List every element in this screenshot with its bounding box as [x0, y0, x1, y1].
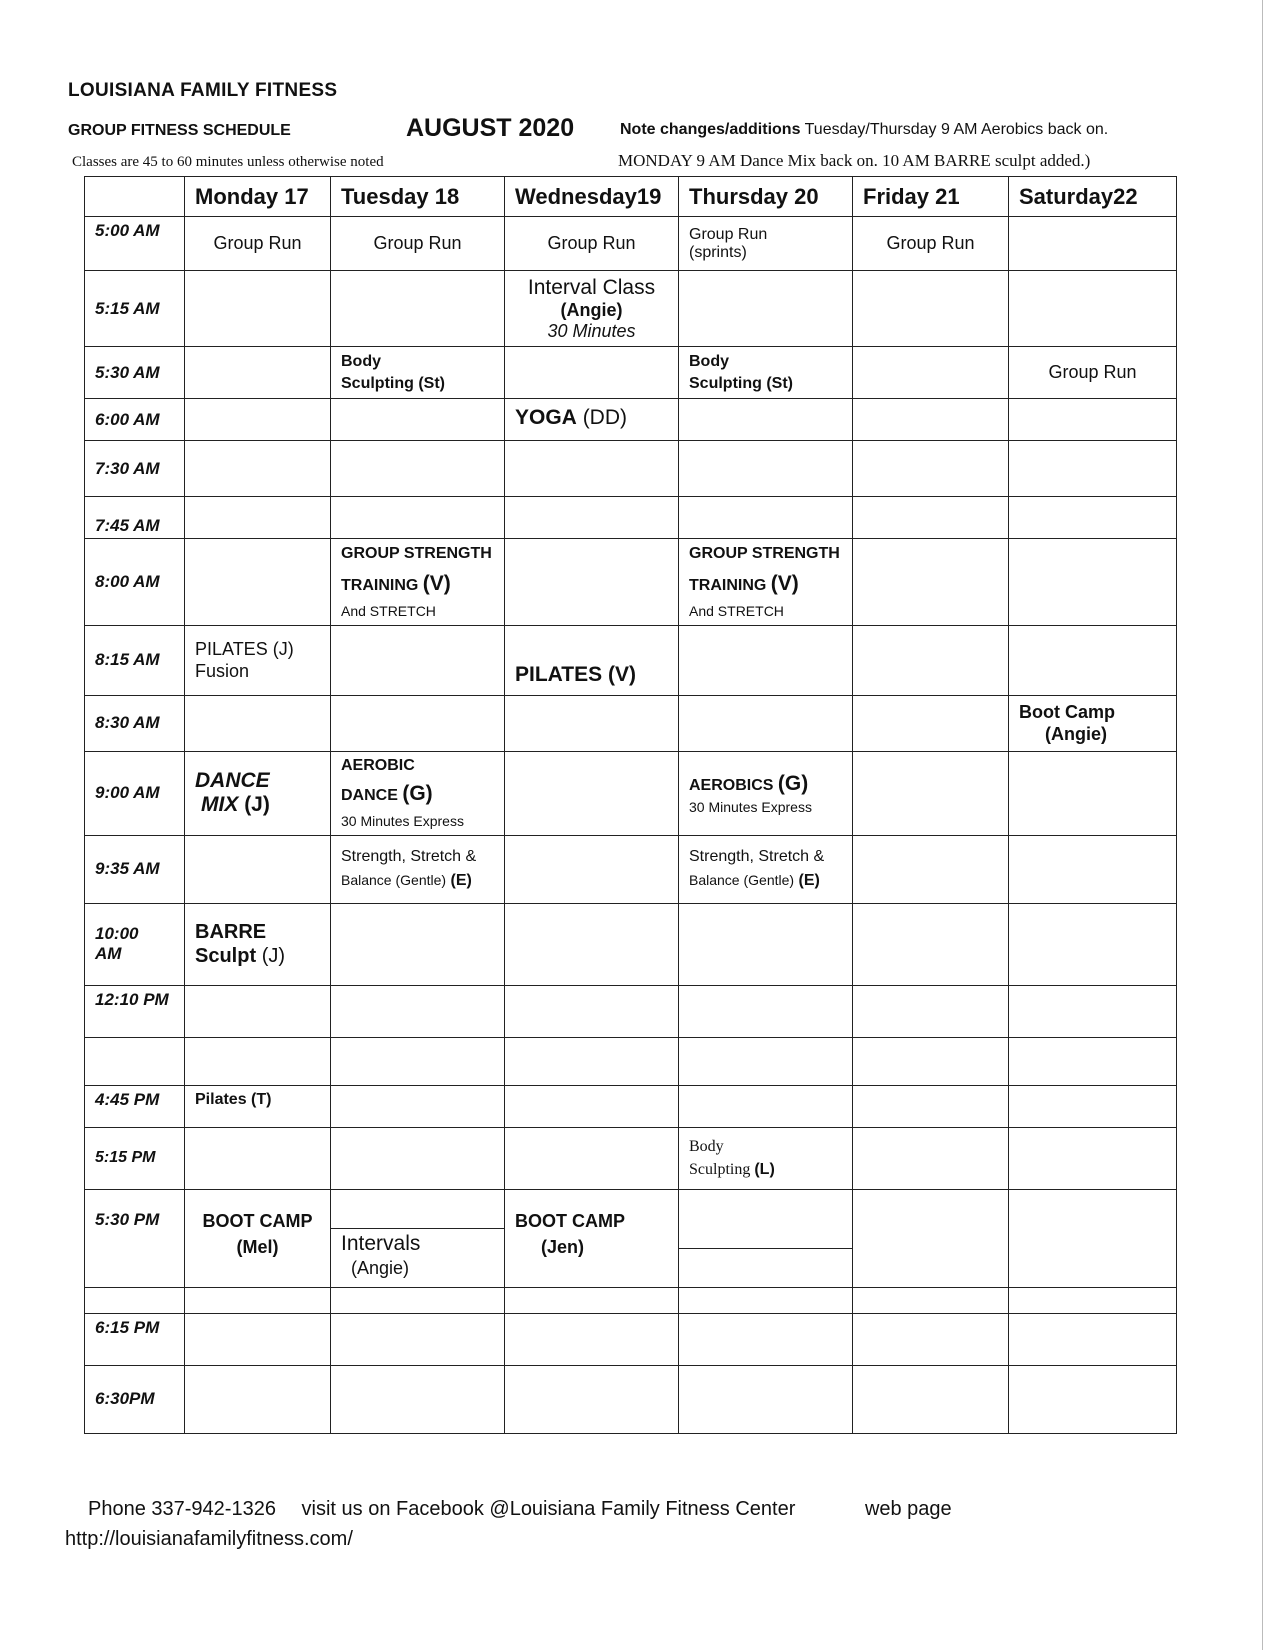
empty-cell [1009, 835, 1177, 903]
empty-cell [505, 1313, 679, 1365]
class-name: Group Run [213, 233, 302, 254]
day-header: Tuesday 18 [331, 177, 505, 217]
row-630pm [85, 1365, 1177, 1433]
row-730am [85, 441, 1177, 497]
time-label: 5:15 PM [85, 1127, 185, 1189]
row-500am [85, 217, 1177, 271]
empty-cell [853, 1037, 1009, 1085]
row-600am [85, 399, 1177, 441]
time-label: 7:30 AM [85, 441, 185, 497]
row-1000am [85, 903, 1177, 985]
empty-cell [505, 903, 679, 985]
empty-cell [1009, 1085, 1177, 1127]
empty-cell [1009, 751, 1177, 835]
empty-cell [1009, 217, 1177, 271]
class-note: (sprints) [689, 243, 747, 261]
class-name: Pilates (T) [195, 1090, 272, 1108]
class-cell [679, 217, 853, 271]
instructor: (Jen) [541, 1236, 585, 1257]
empty-cell [679, 1085, 853, 1127]
class-cell [331, 835, 505, 903]
empty-cell [331, 1287, 505, 1313]
class-name-line-2: Balance (Gentle) [689, 872, 795, 889]
class-cell [185, 1085, 331, 1127]
row-1210pm [85, 985, 1177, 1037]
class-name: PILATES (J) [195, 638, 294, 659]
class-cell [505, 399, 679, 441]
empty-cell [505, 539, 679, 626]
empty-cell [1009, 497, 1177, 539]
empty-cell [331, 497, 505, 539]
class-note: And STRETCH [689, 603, 784, 620]
row-530pm [85, 1189, 1177, 1287]
empty-cell [853, 539, 1009, 626]
class-name: BOOT CAMP [202, 1210, 313, 1231]
instructor: (DD) [582, 406, 628, 430]
empty-cell [1009, 985, 1177, 1037]
empty-cell [185, 497, 331, 539]
empty-cell [1009, 903, 1177, 985]
class-name: DANCE [195, 768, 270, 792]
empty-cell [853, 399, 1009, 441]
class-cell [679, 539, 853, 626]
empty-cell [505, 441, 679, 497]
instructor: (V) [422, 571, 451, 595]
empty-cell [331, 399, 505, 441]
class-name: Strength, Stretch & [689, 848, 825, 866]
empty-cell [679, 1365, 853, 1433]
empty-cell [1009, 441, 1177, 497]
empty-cell [185, 835, 331, 903]
empty-cell [505, 1037, 679, 1085]
instructor: (L) [754, 1161, 775, 1179]
class-name-line-2: DANCE [341, 787, 398, 805]
class-cell [505, 1189, 679, 1287]
scan-edge-line [1262, 0, 1263, 1650]
time-label-line-2: AM [95, 944, 122, 964]
empty-cell [505, 1287, 679, 1313]
empty-cell [853, 497, 1009, 539]
time-label: 12:10 PM [85, 985, 185, 1037]
note-line-2: MONDAY 9 AM Dance Mix back on. 10 AM BARRE sculpt added.) [618, 151, 1091, 170]
class-cell [331, 751, 505, 835]
empty-cell [185, 1127, 331, 1189]
class-cell [185, 1189, 331, 1287]
empty-cell [185, 1037, 331, 1085]
empty-cell [679, 1313, 853, 1365]
empty-cell [853, 695, 1009, 751]
schedule-label: GROUP FITNESS SCHEDULE [68, 122, 291, 139]
empty-cell [185, 1313, 331, 1365]
class-name-line-2: TRAINING [689, 576, 767, 594]
empty-cell [679, 441, 853, 497]
instructor: (J) [244, 793, 270, 817]
empty-cell [853, 271, 1009, 347]
empty-cell [679, 497, 853, 539]
time-label: 5:30 PM [85, 1189, 185, 1287]
instructor: (Angie) [1045, 724, 1107, 745]
empty-cell [679, 1037, 853, 1085]
class-name: Strength, Stretch & [341, 848, 477, 866]
class-name: PILATES (V) [515, 663, 636, 687]
class-duration: 30 Minutes [547, 320, 636, 341]
empty-cell [853, 1365, 1009, 1433]
empty-cell [679, 903, 853, 985]
classes-duration-note: Classes are 45 to 60 minutes unless otherwise noted [72, 154, 384, 170]
empty-cell [331, 1313, 505, 1365]
empty-cell [1009, 625, 1177, 695]
time-label [85, 903, 185, 985]
class-name: BARRE [195, 921, 267, 944]
class-cell [679, 347, 853, 399]
class-name: Group Run [689, 225, 768, 243]
empty-cell [185, 347, 331, 399]
class-name: Group Run [547, 233, 636, 254]
day-header: Friday 21 [853, 177, 1009, 217]
empty-cell [679, 1287, 853, 1313]
row-900am [85, 751, 1177, 835]
empty-cell [185, 985, 331, 1037]
class-cell [331, 217, 505, 271]
day-header: Monday 17 [185, 177, 331, 217]
day-header: Thursday 20 [679, 177, 853, 217]
empty-cell [185, 1287, 331, 1313]
empty-cell [1009, 271, 1177, 347]
class-cell [331, 347, 505, 399]
empty-cell [1009, 539, 1177, 626]
empty-cell [331, 625, 505, 695]
empty-cell [331, 441, 505, 497]
class-cell [505, 625, 679, 695]
class-cell [185, 903, 331, 985]
org-name: LOUISIANA FAMILY FITNESS [68, 80, 338, 101]
footer-phone: Phone 337-942-1326 [88, 1498, 276, 1520]
empty-cell [85, 1037, 185, 1085]
instructor: (Angie) [351, 1257, 410, 1278]
empty-cell [331, 1085, 505, 1127]
class-name: AEROBIC [341, 756, 415, 774]
time-label: 8:15 AM [85, 625, 185, 695]
row-815am [85, 625, 1177, 695]
class-name: Intervals [341, 1231, 421, 1255]
class-name: Body [341, 352, 381, 370]
row-515pm [85, 1127, 1177, 1189]
empty-cell [853, 625, 1009, 695]
instructor: (G) [402, 782, 433, 806]
empty-cell [331, 985, 505, 1037]
class-name-line-2: Sculpting (St) [341, 374, 445, 392]
empty-cell [185, 1365, 331, 1433]
time-label: 6:00 AM [85, 399, 185, 441]
empty-cell [1009, 399, 1177, 441]
empty-cell [679, 271, 853, 347]
class-cell [679, 1127, 853, 1189]
time-label: 4:45 PM [85, 1085, 185, 1127]
day-header: Wednesday19 [505, 177, 679, 217]
row-745am [85, 497, 1177, 539]
empty-cell [185, 271, 331, 347]
empty-cell [853, 1287, 1009, 1313]
class-cell [853, 217, 1009, 271]
empty-cell [505, 1085, 679, 1127]
time-label: 5:30 AM [85, 347, 185, 399]
empty-cell [679, 695, 853, 751]
class-cell [185, 625, 331, 695]
class-name: GROUP STRENGTH [689, 545, 840, 562]
instructor: (Mel) [236, 1236, 279, 1257]
row-blank [85, 1037, 1177, 1085]
empty-cell [1009, 1287, 1177, 1313]
corner-cell [85, 177, 185, 217]
class-note: And STRETCH [341, 603, 436, 620]
class-name: GROUP STRENGTH [341, 545, 492, 562]
empty-cell [853, 1127, 1009, 1189]
empty-cell [679, 625, 853, 695]
class-name: YOGA [515, 406, 577, 430]
class-cell [1009, 695, 1177, 751]
row-830am [85, 695, 1177, 751]
empty-cell [853, 1085, 1009, 1127]
empty-cell [331, 1037, 505, 1085]
class-name: Body [689, 352, 729, 370]
empty-cell [505, 835, 679, 903]
time-label: 6:15 PM [85, 1313, 185, 1365]
note-label: Note changes/additions [620, 121, 801, 138]
footer-web-label: web page [864, 1498, 952, 1520]
row-blank-2 [85, 1287, 1177, 1313]
instructor: (E) [798, 872, 820, 890]
empty-cell [505, 985, 679, 1037]
empty-cell [853, 985, 1009, 1037]
empty-cell [331, 1127, 505, 1189]
day-header: Saturday22 [1009, 177, 1177, 217]
empty-cell [1009, 1365, 1177, 1433]
instructor: (V) [770, 571, 799, 595]
empty-cell [505, 695, 679, 751]
empty-cell [185, 441, 331, 497]
time-label: 6:30PM [85, 1365, 185, 1433]
empty-cell [1009, 1037, 1177, 1085]
row-445pm [85, 1085, 1177, 1127]
empty-cell [505, 1127, 679, 1189]
header-row [85, 177, 1177, 217]
time-label: 8:30 AM [85, 695, 185, 751]
class-duration: 30 Minutes Express [341, 812, 464, 829]
class-duration: 30 Minutes Express [689, 798, 812, 815]
empty-cell [331, 903, 505, 985]
class-name-line-2: Balance (Gentle) [341, 872, 447, 889]
class-cell [331, 1189, 505, 1287]
schedule-month: AUGUST 2020 [406, 114, 575, 142]
instructor: (J) [261, 945, 286, 968]
instructor: (E) [450, 872, 472, 890]
class-cell [505, 271, 679, 347]
row-530am [85, 347, 1177, 399]
time-label: 8:00 AM [85, 539, 185, 626]
class-name: Boot Camp [1019, 701, 1115, 722]
empty-cell [679, 1189, 853, 1287]
empty-cell [185, 695, 331, 751]
empty-cell [1009, 1189, 1177, 1287]
empty-cell [679, 985, 853, 1037]
empty-cell [853, 441, 1009, 497]
empty-cell [331, 695, 505, 751]
class-name-line-2: MIX [201, 793, 239, 817]
empty-cell [85, 1287, 185, 1313]
note-text-1: Tuesday/Thursday 9 AM Aerobics back on. [804, 121, 1109, 138]
class-name: AEROBICS [689, 776, 774, 794]
class-name: Interval Class [527, 275, 656, 299]
class-name: Group Run [373, 233, 462, 254]
class-name: Body [689, 1137, 724, 1155]
class-cell [679, 835, 853, 903]
empty-cell [1009, 1313, 1177, 1365]
footer-contact [88, 1498, 972, 1521]
time-label: 9:00 AM [85, 751, 185, 835]
row-515am [85, 271, 1177, 347]
class-cell [1009, 347, 1177, 399]
note-line-1 [620, 121, 1108, 139]
class-name-line-2: Sculpting (St) [689, 374, 793, 392]
empty-cell [853, 1313, 1009, 1365]
class-cell [505, 217, 679, 271]
class-name: Group Run [1048, 362, 1137, 383]
cell-divider [331, 1190, 504, 1229]
class-name-line-2: Fusion [195, 661, 250, 682]
class-cell [331, 539, 505, 626]
class-cell [185, 217, 331, 271]
empty-cell [331, 271, 505, 347]
time-label: 5:00 AM [85, 217, 185, 271]
empty-cell [505, 347, 679, 399]
row-800am [85, 539, 1177, 626]
empty-cell [853, 835, 1009, 903]
class-name: BOOT CAMP [515, 1210, 625, 1231]
empty-cell [185, 539, 331, 626]
empty-cell [505, 751, 679, 835]
empty-cell [185, 399, 331, 441]
empty-cell [853, 347, 1009, 399]
empty-cell [331, 1365, 505, 1433]
empty-cell [679, 399, 853, 441]
empty-cell [853, 1189, 1009, 1287]
time-label-line-1: 10:00 [95, 924, 139, 944]
class-cell [679, 751, 853, 835]
instructor: (G) [777, 771, 809, 795]
row-615pm [85, 1313, 1177, 1365]
empty-cell [505, 497, 679, 539]
class-name-line-2: Sculpt [195, 945, 257, 968]
empty-cell [1009, 1127, 1177, 1189]
schedule-table [84, 176, 1177, 1434]
empty-cell [505, 1365, 679, 1433]
class-cell [185, 751, 331, 835]
time-label: 7:45 AM [85, 497, 185, 539]
empty-cell [853, 903, 1009, 985]
class-name: Group Run [886, 233, 975, 254]
time-label: 5:15 AM [85, 271, 185, 347]
class-name-line-2: TRAINING [341, 576, 419, 594]
instructor: (Angie) [560, 299, 623, 320]
row-935am [85, 835, 1177, 903]
class-name-line-2: Sculpting [689, 1161, 751, 1179]
time-label: 9:35 AM [85, 835, 185, 903]
footer-facebook: visit us on Facebook @Louisiana Family Fitness Center [301, 1498, 796, 1520]
empty-cell [853, 751, 1009, 835]
footer-url[interactable]: http://louisianafamilyfitness.com/ [65, 1528, 353, 1550]
